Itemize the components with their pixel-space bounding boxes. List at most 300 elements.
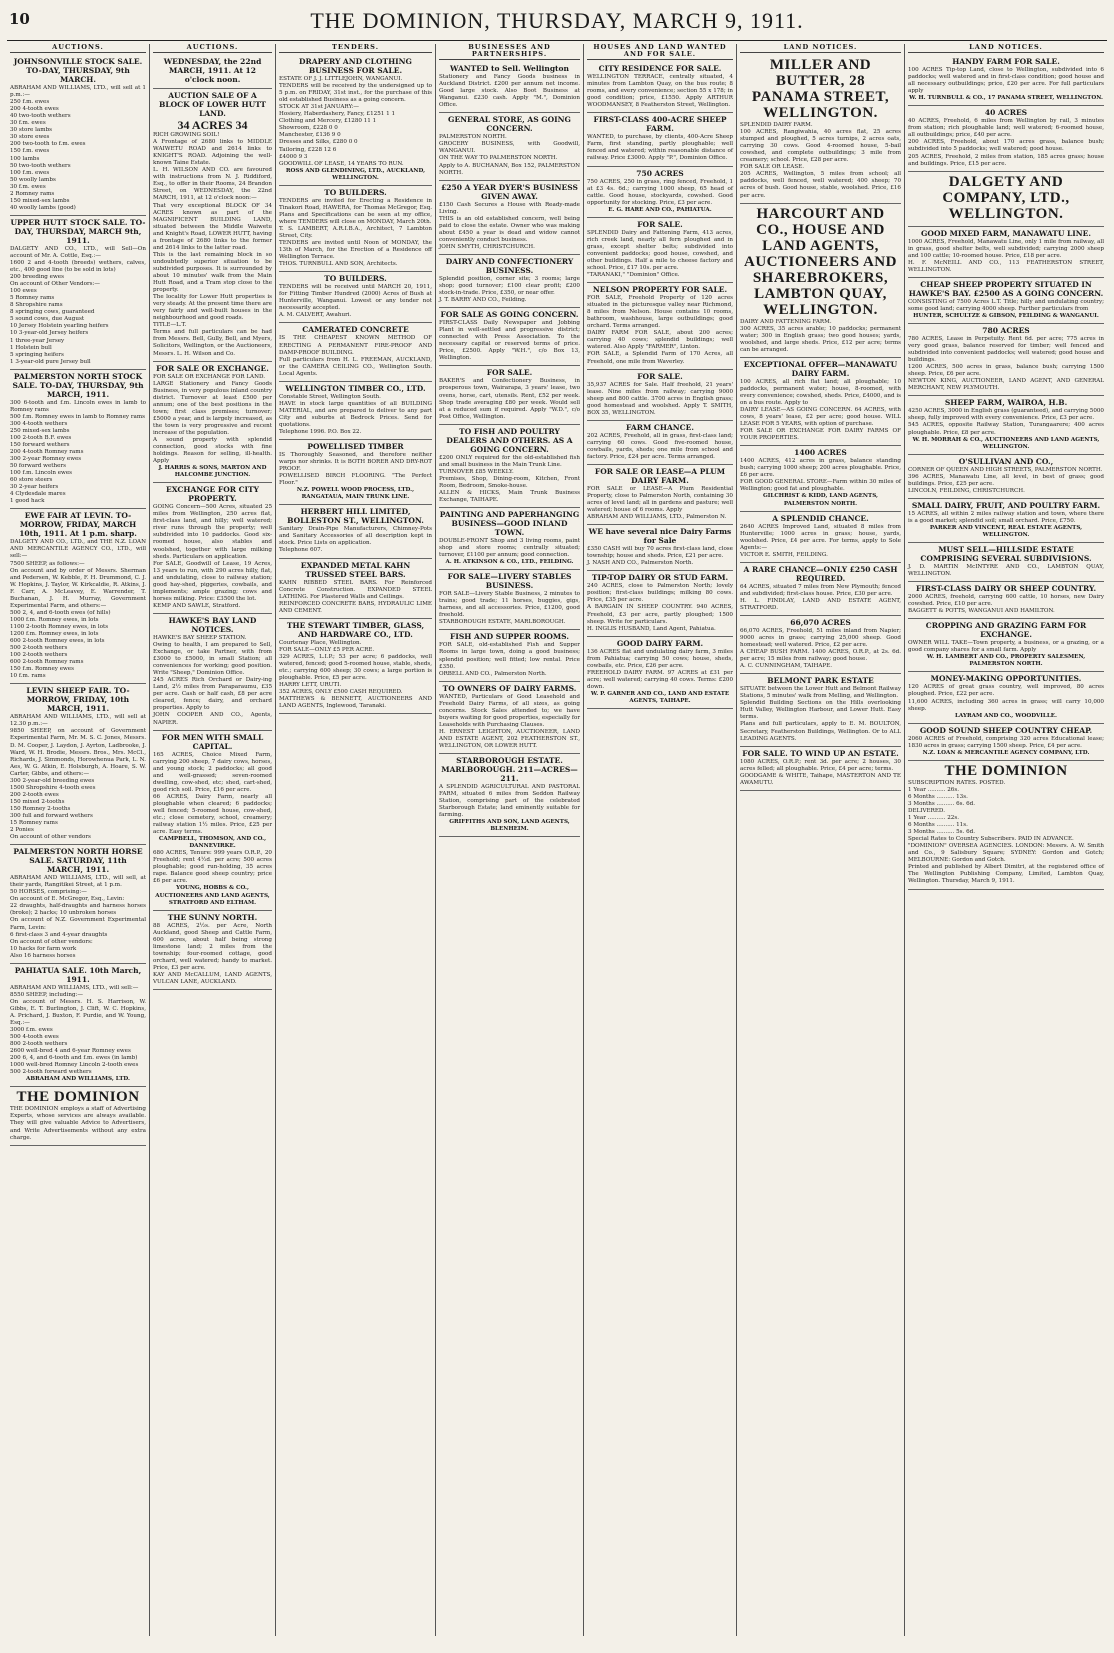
advertisement-text: Constable Street, Wellington South. — [279, 393, 381, 400]
advertisement-text: £150 Cash Secures a House with Ready-made Living. — [439, 201, 580, 215]
advertisement-text: 34 ACRES 34 — [177, 118, 248, 133]
advertisement-title: FOR SALE AS GOING CONCERN. — [440, 310, 579, 320]
advertisement-text: THE DOMINION employs a staff of Advertising Experts, whose services are always available. They will give valuable Advice to Advertisers, and Write Advertisements without any extra charge. — [10, 1106, 146, 1141]
advertisement-text: ABRAHAM AND WILLIAMS, LTD., will sell:— — [10, 984, 139, 991]
advertisement-text: 100 lambs — [10, 155, 40, 162]
advertisement-text: 30 f.m. ewes — [10, 183, 46, 190]
advertisement-text: 200 6, 4, and 6-tooth and f.m. ewes (in lamb) — [10, 1055, 138, 1062]
advertisement-block — [10, 684, 146, 845]
advertisement-text: 2 Romney rams — [10, 190, 55, 197]
advertisement-title: GOOD DAIRY FARM. — [616, 638, 704, 648]
advertisement-text: 30 store lambs — [10, 127, 53, 134]
advertisement-text: Apply to A. BUCHANAN, Box 152, PALMERSTON NORTH. — [439, 162, 580, 176]
advertisement-title: FOR SALE. — [637, 219, 683, 229]
advertisement-text: TURNOVER £85 WEEKLY. — [439, 468, 514, 475]
advertisement-block — [908, 543, 1104, 582]
advertisement-text: 50 woolly lambs — [10, 176, 56, 183]
advertisement-text: 100 f.m. Lincoln ewes — [10, 470, 73, 477]
advertisement-text: N.Z. LOAN & MERCANTILE AGENCY COMPANY, LTD. — [922, 749, 1090, 756]
advertisement-text: 7500 SHEEP, as follows:— — [10, 560, 85, 567]
advertisement-title: UPPER HUTT STOCK SALE. TO-DAY, THURSDAY, MARCH 9th, 1911. — [10, 217, 146, 245]
advertisement-title: WE have several nice Dairy Farms for Sale — [588, 527, 732, 546]
advertisement-text: TITLE—L.T. — [153, 322, 187, 329]
advertisement-text: £200 ONLY required for the old-established fish and small business in the Main Trunk Line. — [439, 454, 580, 468]
advertisement-text: DAIRY LEASE—AS GOING CONCERN. 64 ACRES, with cows, 8 years' lease, £2 per acre; good house. WILL LEASE FOR 5 YEARS, with option of purchase. — [740, 406, 901, 428]
advertisement-text: CONSISTING of 7500 Acres L.T. Title; hilly and undulating country; some good land; carrying 4000 sheep. Further particulars from — [908, 298, 1104, 312]
advertisement-text: 2600 well-bred 4 and 6-year Romney ewes — [10, 1048, 131, 1055]
advertisement-text: 4 Clydesdale mares — [10, 491, 66, 498]
advertisement-text: A. H. ATKINSON & CO., LTD., FEILDING. — [445, 559, 574, 566]
advertisement-text: J. HARRIS & SONS, MARTON AND HALCOMBE JUNCTION. — [158, 465, 267, 479]
advertisement-title: TIP-TOP DAIRY OR STUD FARM. — [591, 573, 729, 583]
advertisement-block — [908, 106, 1104, 171]
advertisement-text: KAY AND McCALLUM, LAND AGENTS, VULCAN LANE, AUCKLAND. — [153, 971, 272, 985]
advertisement-title: DRAPERY AND CLOTHING BUSINESS FOR SALE. — [299, 57, 412, 76]
masthead — [7, 6, 1107, 41]
advertisement-text: 66,070 ACRES, Freehold, 51 miles inland from Napier; 9000 acres in grass; carrying 25,000 sheep. Good homestead; well watered. Price, £2 per acre. — [740, 627, 901, 649]
advertisement-text: 2640 ACRES Improved Land, situated 8 miles from Hunterville; 1000 acres in grass; house, yards, woolshed. Price, £4 per acre. For terms, apply to Sole Agents:— — [740, 523, 901, 551]
advertisement-block — [908, 324, 1104, 396]
advertisement-text: TENDERS are invited until Noon of MONDAY, the 13th of March, for the Erection of a Residence off Wellington Terrace. — [279, 240, 432, 261]
advertisement-text: W. P. GARNER AND CO., LAND AND ESTATE AGENTS, TAIHAPE. — [590, 690, 730, 704]
advertisement-title: POWELLISED TIMBER — [307, 442, 404, 452]
newspaper-title: THE DOMINION, THURSDAY, MARCH 9, 1911. — [310, 8, 804, 33]
column-6 — [737, 44, 905, 1636]
advertisement-title: THE DOMINION — [16, 1089, 140, 1106]
advertisement-text: DALGETY AND CO., LTD., will Sell—On account of Mr. A. Cottle, Esq.:— — [10, 245, 146, 259]
advertisement-text: 300 2-year-old breeding ewes — [10, 777, 95, 784]
advertisement-text: W. H. LAMBERT AND CO., PROPERTY SALESMEN, PALMERSTON NORTH. — [926, 654, 1086, 668]
advertisement-text: 245 ACRES Rich Orchard or Dairy-ing Land, 2½ miles from Paraparaumu, £35 per acre. Cash or half cash, £8 per acre cleared, fence; dairy, and orchard properties. Apply to — [153, 677, 272, 712]
advertisement-text: 1000 well-bred Romney Lincoln 2-tooth ewes — [10, 1062, 139, 1069]
advertisement-text: 9850 SHEEP, on account of Government Experimental Farm, Mr. M. S. C. Jones, Messrs. D. M. Cooper, J. Laydon, J. Ayrton, Ladbrooke, J. Ward, W. H. Brodie, Messrs. Bros., Mrs. McCl., Richards, J. Simmonds, Horowhenua Park, L. N. Aes, W. G. Atkin, E. Holsburgh, A. Hoare, S. W. Carter, Gibbs, and others:— — [10, 728, 146, 777]
advertisement-text: 200 4-tooth ewes — [10, 106, 59, 113]
advertisement-text: A SPLENDID AGRICULTURAL AND PASTORAL FARM, situated 6 miles from Seddon Railway Station, comprising part of the celebrated Starborough Estate; land eminently suitable for farming. — [439, 784, 580, 819]
advertisement-text: 10 hacks for farm work — [10, 945, 77, 952]
advertisement-block — [153, 483, 272, 614]
advertisement-text: This is the last remaining block in so undoubtedly superior situation to be subdivided purposes. It is surrounded by about 10 minutes' walk from the Main Hutt Road, and a Tram stop close to the property. — [153, 251, 272, 294]
advertisement-text: 6 Months .......... 11s. — [908, 822, 968, 829]
advertisement-title: FOR SALE. — [637, 371, 683, 381]
advertisement-text: On account of other vendors: — [10, 938, 93, 945]
advertisement-text: For SALE, Goodwill of Lease, 19 Acres, 13 years to run, with 290 acres hilly, flat, and undulating, close to railway station; good hay-shed, piggeries, cowbails, and implements; ample grazing; cows and horses milking. Price: £3500 the lot. — [153, 560, 272, 602]
advertisement-text: IS Thoroughly Seasoned, and therefore neither warps nor shrinks. It is BOTH BORER AND DRY-ROT PROOF. — [279, 452, 432, 473]
advertisement-text: 3000 f.m. ewes — [10, 1027, 53, 1034]
advertisement-block — [908, 672, 1104, 723]
column-header: LAND NOTICES. — [908, 44, 1104, 53]
advertisement-title: £250 A YEAR DYER'S BUSINESS GIVEN AWAY. — [441, 182, 578, 201]
advertisement-block — [740, 747, 901, 791]
advertisement-text: 250 f.m. ewes — [10, 99, 50, 106]
advertisement-block — [908, 724, 1104, 761]
advertisement-block — [10, 509, 146, 684]
advertisement-block — [587, 113, 733, 166]
advertisement-text: Splendid position, corner site; 3 rooms; large shop; good turnover; £100 clear profit; £200 stock-in-trade. Price, £350, or near offer. — [439, 275, 580, 297]
advertisement-text: 150 mixed 2-tooths — [10, 798, 65, 805]
column-header: LAND NOTICES. — [740, 44, 901, 53]
advertisement-text: STARBOROUGH ESTATE, MARLBOROUGH. — [439, 619, 566, 626]
advertisement-text: THOS. TURNBULL AND SON, Architects. — [279, 261, 398, 268]
advertisement-text: 329 ACRES, L.I.P.; 53 per acre; 6 paddocks, well watered, fenced; good 5-roomed house, stable, sheds, etc.; carrying 600 sheep; 30 cows; a large portion is ploughable. Price, £5 per acre. — [279, 653, 432, 681]
advertisement-title: MUST SELL—HILLSIDE ESTATE COMPRISING SEVERAL SUBDIVISIONS. — [920, 545, 1092, 564]
advertisement-block — [439, 754, 580, 837]
advertisement-text: 300 ACRES, 35 acres arable; 10 paddocks; permanent water; 300 in English grass; two good houses; yards, woolshed, and large sheds. Price, £12 per acre; terms can be arranged. — [740, 325, 901, 353]
advertisement-title: MILLER AND BUTTER, 28 PANAMA STREET, WELLINGTON. — [751, 57, 890, 122]
advertisement-text: 165 ACRES, Choice Mixed Farm, carrying 200 sheep, 7 dairy cows, horses, and young stock; 2 paddocks; all good and well-grassed; seven-roomed dwelling, cow-shed, etc; shed, cart-shed, good rich soil. Price, £16 per acre. — [153, 751, 272, 793]
advertisement-title: WEDNESDAY, the 22nd MARCH, 1911. At 12 o'clock noon. — [163, 57, 262, 85]
advertisement-text: ABRAHAM AND WILLIAMS, LTD., will sell, at their yards, Rangitikei Street, at 1 p.m. — [10, 875, 146, 889]
advertisement-text: 50 HORSES, comprising:— — [10, 889, 87, 896]
advertisement-text: 136 ACRES flat and undulating dairy farm, 3 miles from Pahiatua; carrying 50 cows; house, sheds, cowbails, etc. Price, £26 per acre. — [587, 648, 733, 669]
advertisement-text: Sanitary Drain-Pipe Manufacturers, Chimney-Pots and Sanitary Accessories of all description kept in stock. Price Lists on application. — [279, 526, 432, 547]
advertisement-text: E. G. HARE AND CO., PAHIATUA. — [608, 206, 712, 213]
advertisement-text: J. D. MARTIN McINTYRE AND CO., LAMBTON QUAY, WELLINGTON. — [908, 564, 1104, 578]
advertisement-block — [279, 440, 432, 505]
advertisement-title: JOHNSONVILLE STOCK SALE. TO-DAY, THURSDAY, 9th MARCH. — [13, 57, 143, 85]
advertisement-block — [279, 55, 432, 186]
advertisement-title: HANDY FARM FOR SALE. — [952, 57, 1060, 67]
advertisement-block — [439, 113, 580, 180]
advertisement-text: Hosiery, Haberdashery, Fancy, £1251 1 1 — [279, 111, 395, 118]
advertisement-text: Dresses and Silks, £280 0 0 — [279, 139, 358, 146]
advertisement-text: 200 4-tooth Romney rams — [10, 449, 84, 456]
advertisement-block — [908, 55, 1104, 106]
advertisement-text: 300 6-tooth and f.m. Lincoln ewes in lamb to Romney rams — [10, 399, 146, 413]
advertisement-title: 40 ACRES — [984, 108, 1028, 118]
advertisement-text: FIRST-CLASS Daily Newspaper and Jobbing Plant in well-settled and progressive district; connected with Press Association. To the necessary capital or reserved terms of price. Price, £2500. Apply "W.H.", c/o Box 13, Wellington. — [439, 320, 580, 362]
advertisement-text: 545 ACRES, opposite Railway Station, Turangaarere; 400 acres ploughable. Price, £8 per acre. — [908, 422, 1104, 436]
advertisement-block — [908, 455, 1104, 499]
advertisement-text: 10 3-year-old Jersey heifers — [10, 330, 89, 337]
advertisement-block — [439, 630, 580, 681]
advertisement-text: KAHN RIBBED STEEL BARS. For Reinforced Concrete Construction. EXPANDED STEEL LATHING. For Plastered Walls and Ceilings. — [279, 579, 432, 600]
advertisement-text: 1000 f.m. Romney ewes, in lots — [10, 616, 99, 623]
advertisement-text: GROCERY BUSINESS, with Goodwill, WANGANUI. — [439, 141, 580, 155]
advertisement-title: DAIRY AND CONFECTIONERY BUSINESS. — [445, 256, 574, 275]
advertisement-title: PALMERSTON NORTH HORSE SALE. SATURDAY, 11th MARCH, 1911. — [13, 847, 143, 875]
advertisement-text: GILCHRIST & KIDD, LAND AGENTS, PALMERSTON NORTH. — [763, 493, 878, 507]
advertisement-block — [153, 614, 272, 731]
advertisement-title: 66,070 ACRES — [790, 617, 851, 627]
advertisement-title: LEVIN SHEEP FAIR. TO-MORROW, FRIDAY, 10th MARCH, 1911. — [26, 686, 130, 714]
advertisement-block — [908, 278, 1104, 324]
advertisement-text: ALLEN & HICKS, Main Trunk Business Exchange, TAIHAPE. — [439, 489, 580, 503]
advertisement-text: "DOMINION" OVERSEA AGENCIES. LONDON: Messrs. A. W. Smith and Co., 9 Salisbury Square; SYDNEY: Gordon and Gotch; MELBOURNE: Gordon and Gotch. — [908, 843, 1104, 864]
advertisement-text: JOHN SMYTH, CHRISTCHURCH. — [439, 243, 535, 250]
advertisement-block — [740, 358, 901, 446]
column-header: AUCTIONS. — [10, 44, 146, 53]
column-5 — [584, 44, 737, 1636]
advertisement-text: £350 CASH will buy 70 acres first-class land, close township; house and sheds. Price, £21 per acre. — [587, 546, 733, 560]
advertisement-text: 5 sound cows, due August — [10, 316, 85, 323]
advertisement-text: 200 2-tooth ewes — [10, 791, 59, 798]
column-1 — [7, 44, 150, 1636]
advertisement-text: FOR SALE, a Splendid Farm of 170 Acres, all Freehold, one mile from Waverley. — [587, 351, 733, 365]
advertisement-text: 1 Year .......... 22s. — [908, 815, 959, 822]
advertisement-text: A sound property with splendid connection, good stocks with fine holdings. Reason for selling, ill-health. Apply — [153, 436, 272, 465]
column-header: BUSINESSES AND PARTNERSHIPS. — [439, 44, 580, 60]
advertisement-text: 30 f.m. ewes — [10, 120, 46, 127]
advertisement-text: 500 2-tooth forward wethers — [10, 1069, 92, 1076]
advertisement-title: CITY RESIDENCE FOR SALE. — [598, 64, 722, 74]
advertisement-text: 205 ACRES, Freehold, 2 miles from station, 185 acres grass; house and buildings. Price, £15 per acre. — [908, 153, 1104, 167]
advertisement-text: On account and by order of Messrs. Sherman and Pedersen, W. Kebble, F. H. Drummond, C. J. W. Hopkins, J. Taylor, W. Kirkcaldie, R. Atkins, J. F. Carr, A. McLeavey, E. Warrender, T. Buchanan, J. H. Murray, Government Experimental Farm, and others:— — [10, 567, 146, 609]
advertisement-text: 30 2-year heifers — [10, 484, 59, 491]
advertisement-title: SHEEP FARM, WAIROA, H.B. — [944, 398, 1068, 408]
advertisement-block — [10, 370, 146, 510]
advertisement-title: STARBOROUGH ESTATE. MARLBOROUGH. 211—ACRES—211. — [441, 756, 578, 784]
advertisement-text: ON THE WAY TO PALMERSTON NORTH. — [439, 155, 558, 162]
page-number: 10 — [9, 10, 30, 28]
advertisement-text: ABRAHAM AND WILLIAMS, LTD., will sell at 1 p.m.:— — [10, 85, 146, 99]
advertisement-text: Courtenay Place, Wellington. — [279, 639, 362, 646]
advertisement-text: H. L. FINDLAY, LAND AND ESTATE AGENT, STRATFORD. — [740, 597, 901, 611]
advertisement-title: FIRST-CLASS 400-ACRE SHEEP FARM. — [593, 115, 727, 134]
advertisement-title: FOR MEN WITH SMALL CAPITAL. — [161, 732, 264, 751]
advertisement-text: 30 store ewes — [10, 134, 50, 141]
advertisement-text: 11,600 ACRES, including 360 acres in grass; will carry 10,000 sheep. — [908, 698, 1104, 712]
advertisement-text: SPLENDID DAIRY FARM. — [740, 122, 813, 129]
advertisement-text: H. ERNEST LEIGHTON, AUCTIONEER, LAND AND ESTATE AGENT, 202 FEATHERSTON ST., WELLINGTON, OR LOWER HUTT. — [439, 728, 580, 749]
advertisement-text: FOR SALE, old-established Fish and Supper Rooms in large town, doing a good business; splendid position; well fitted; low rental. Price £350. — [439, 642, 580, 670]
advertisement-block — [10, 845, 146, 964]
advertisement-text: 1200 ACRES, 500 acres in grass, balance bush; carrying 1500 sheep. Price, £6 per acre. — [908, 364, 1104, 378]
advertisement-text: That very exceptional BLOCK OF 34 ACRES known as part of the MAGNIFICENT BUILDING LAND, situated between the Middle Waiwetu and Knight's Road, LOWER HUTT, having a frontage of 2680 links to the former and 2614 links to the latter road. — [153, 202, 272, 251]
advertisement-text: 300 4-tooth wethers — [10, 420, 68, 427]
advertisement-block — [908, 619, 1104, 672]
advertisement-block — [153, 731, 272, 911]
advertisement-text: H. F. McNEILL AND CO., 113 FEATHERSTON STREET, WELLINGTON. — [908, 259, 1104, 273]
advertisement-text: 1 3-year-old pure Jersey bull — [10, 358, 91, 365]
advertisement-text: Clothing and Mercery, £1280 11 1 — [279, 118, 377, 125]
advertisement-block — [587, 465, 733, 525]
advertisement-text: LINCOLN, FEILDING, CHRISTCHURCH. — [908, 487, 1025, 494]
advertisement-text: 750 ACRES, 250 in grass, ring fenced, Freehold, 1 at £3 4s. 6d.; carrying 1000 sheep, 65 head of cattle. Good house, stockyards, cowshed. Good opportunity for stocking. Price, £3 per acre. — [587, 178, 733, 206]
advertisement-text: A Frontage of 2680 links to MIDDLE WAIWETU ROAD and 2614 links to KNIGHT'S ROAD. Adjoining the well-known Taine Estate. — [153, 139, 272, 167]
advertisement-text: 205 ACRES, Wellington, 5 miles from school; all paddocks, well fenced, well watered; 400 sheep; 70 acres of bush. Good house, stable, woolshed. Price, £16 per acre. — [740, 171, 901, 199]
advertisement-text: HAWKE'S BAY SHEEP STATION. — [153, 634, 247, 641]
column-2 — [150, 44, 276, 1636]
advertisement-block — [587, 283, 733, 369]
advertisement-block — [740, 55, 901, 204]
advertisement-text: ABRAHAM AND WILLIAMS, LTD. — [26, 1076, 130, 1083]
advertisement-text: 64 ACRES, situated 7 miles from New Plymouth; fenced and subdivided; first-class house. Price, £30 per acre. — [740, 583, 901, 597]
advertisement-block — [153, 55, 272, 89]
advertisement-title: TO BUILDERS. — [324, 274, 387, 284]
advertisement-title: EWE FAIR AT LEVIN. TO-MORROW, FRIDAY, MARCH 10th, 1911. At 1 p.m. sharp. — [19, 511, 137, 539]
advertisement-text: A. M. CALVERT, Awahuri. — [279, 312, 352, 319]
advertisement-text: 200 two-tooth to f.m. ewes — [10, 141, 86, 148]
advertisement-text: 2000 ACRES, freehold, carrying 600 cattle, 10 horses, new Dairy cowshed. Price, £10 per acre. — [908, 594, 1104, 608]
advertisement-block — [587, 167, 733, 218]
advertisement-title: TO BUILDERS. — [324, 187, 387, 197]
advertisement-title: FOR SALE. TO WIND UP AN ESTATE. — [742, 748, 899, 758]
advertisement-block — [439, 308, 580, 366]
advertisement-text: Telephone 607. — [279, 547, 323, 554]
advertisement-block — [908, 499, 1104, 543]
advertisement-text: 500 2-tooth wethers — [10, 645, 68, 652]
advertisement-text: PARKER AND VINCENT, REAL ESTATE AGENTS, WELLINGTON. — [929, 524, 1083, 538]
advertisement-block — [279, 619, 432, 714]
advertisement-text: 66 ACRES, Dairy Farm, nearly all ploughable when cleared; 6 paddocks; well fenced; 5-roomed house, cow-shed, etc.; close cemetery, school, creamery; railway station 1½ miles. Price, £25 per acre. Easy terms. — [153, 793, 272, 836]
advertisement-text: On account of Messrs. H. S. Harrison, W. Gibbs, E. T. Burlington, J. Clift, W. C. Hopkins, A. Prichard, J. Buxton, F. Purdie, and W. Young, Esq.:— — [10, 998, 146, 1026]
advertisement-text: 300 2-year Romney ewes — [10, 456, 82, 463]
advertisement-block — [10, 964, 146, 1088]
advertisement-block — [153, 362, 272, 484]
advertisement-text: 2060 ACRES of Freehold, comprising 320 acres Educational lease; 1830 acres in grass; carrying 1500 sheep. Price, £4 per acre. — [908, 735, 1104, 749]
advertisement-block — [740, 512, 901, 563]
advertisement-title: HARCOURT AND CO., HOUSE AND LAND AGENTS, AUCTIONEERS AND SHAREBROKERS, LAMBTON QUAY, WELLINGTON. — [744, 205, 897, 318]
column-header: HOUSES AND LAND WANTED AND FOR SALE. — [587, 44, 733, 60]
advertisement-text: 150 mixed-sex lambs — [10, 197, 70, 204]
column-container — [7, 44, 1107, 1636]
advertisement-text: SUBSCRIPTION RATES. POSTED. — [908, 779, 1006, 786]
advertisement-text: VICTOR E. SMITH, FEILDING. — [740, 551, 828, 558]
advertisement-text: JOHN COOPER AND CO., Agents, NAPIER. — [153, 712, 272, 726]
advertisement-text: Showroom, £228 0 0 — [279, 125, 338, 132]
advertisement-block — [10, 55, 146, 216]
advertisement-title: GENERAL STORE, AS GOING CONCERN. — [448, 115, 571, 134]
advertisement-text: On account of N.Z. Government Experimental Farm, Levin: — [10, 917, 146, 931]
advertisement-text: T. S. LAMBERT, A.R.I.B.A., Architect, 7 Lambton Street, City. — [279, 225, 432, 239]
advertisement-text: 300 full and forward wethers — [10, 812, 93, 819]
advertisement-text: 40 woolly lambs (good) — [10, 204, 76, 211]
advertisement-block — [279, 272, 432, 323]
advertisement-title: FOR SALE OR LEASE—A PLUM DAIRY FARM. — [594, 466, 726, 485]
advertisement-text: DAIRY FARM FOR SALE, about 200 acres; carrying 40 cows; splendid buildings; well watered. Also Apply "FARMER", Linton. — [587, 330, 733, 351]
advertisement-text: FOR GOOD GENERAL STORE—Farm within 30 miles of Wellington; good fat and ploughable. — [740, 479, 901, 493]
advertisement-block — [908, 582, 1104, 619]
advertisement-text: 680 ACRES, Tenure: 999 years O.R.P., 20 Freehold; rent 4½d. per acre; 500 acres ploughable; good run-holding, 35 acres rape. Balance good sheep country; price £6 per acre. — [153, 850, 272, 885]
column-header: AUCTIONS. — [153, 44, 272, 53]
advertisement-block — [908, 761, 1104, 890]
advertisement-block — [587, 571, 733, 636]
advertisement-text: 1200 f.m. Romney ewes, in lots — [10, 631, 99, 637]
advertisement-text: 100 2-tooth B.F. ewes — [10, 434, 72, 441]
advertisement-title: TO OWNERS OF DAIRY FARMS. — [442, 683, 577, 693]
advertisement-text: SPLENDID Dairy and Fattening Farm, 413 acres, rich creek land, nearly all fern ploughed and in grass, except shelter belts; subdivided into convenient paddocks; good house, cowshed, and other buildings. Half a mile to cheese factory and school. Price, £17 10s. per acre. — [587, 229, 733, 271]
advertisement-title: PALMERSTON NORTH STOCK SALE. TO-DAY, THURSDAY, 9th MARCH, 1911. — [12, 371, 144, 399]
advertisement-text: 5 springing heifers — [10, 351, 64, 358]
advertisement-text: GOODWILL OF LEASE, 14 YEARS TO RUN. — [279, 160, 404, 167]
advertisement-text: ABRAHAM AND WILLIAMS, LTD., Palmerston N. — [587, 514, 727, 521]
advertisement-text: 5 Romney rams — [10, 295, 55, 302]
advertisement-text: 100 ewes — [10, 288, 37, 295]
advertisement-title: EXCHANGE FOR CITY PROPERTY. — [166, 485, 259, 504]
newspaper-page — [7, 6, 1107, 1636]
advertisement-text: WELLINGTON TERRACE, centrally situated, 4 minutes from Lambton Quay, on the bus route; 8 rooms, and every convenience; section 55 x 178; in good condition; price, £1550. Apply ARTHUR WOODMANSEY, 8 Featherston Street, Wellington. — [587, 74, 733, 109]
advertisement-text: 150 f.m. Romney ewes — [10, 666, 74, 673]
advertisement-title: WELLINGTON TIMBER CO., LTD. — [285, 383, 426, 393]
advertisement-text: N.Z. POWELL WOOD PROCESS, LTD., RANGATAUA, MAIN TRUNK LINE. — [296, 487, 415, 501]
advertisement-text: W. H. TURNBULL & CO., 17 PANAMA STREET, WELLINGTON. — [909, 95, 1103, 102]
advertisement-title: MONEY-MAKING OPPORTUNITIES. — [930, 674, 1082, 684]
advertisement-text: 150 f.m. ewes — [10, 148, 50, 155]
advertisement-text: A BARGAIN IN SHEEP COUNTRY. 940 ACRES, Freehold, £3 per acre, partly ploughed; 1500 sheep. Write for particulars. — [587, 604, 733, 625]
advertisement-block — [439, 366, 580, 424]
advertisement-text: 600 2-tooth Romney rams — [10, 659, 84, 666]
advertisement-title: FARM CHANCE. — [626, 422, 694, 432]
advertisement-title: PAINTING AND PAPERHANGING BUSINESS—GOOD INLAND TOWN. — [439, 510, 580, 538]
column-7 — [905, 44, 1107, 1636]
advertisement-text: GOING Concern—500 Acres, situated 25 miles from Wellington, 250 acres flat, first-class land, and hilly; well watered; river runs through the property; well subdivided into 10 paddocks. Good six-roomed house, also stables and woolshed, together with large milking sheds. Particulars on application. — [153, 504, 272, 560]
advertisement-text: 200 ACRES, Freehold, about 170 acres grass, balance bush; subdivided into 5 paddocks; well watered; good house. — [908, 139, 1104, 153]
advertisement-text: 2 Ponies — [10, 827, 34, 834]
advertisement-block — [439, 425, 580, 508]
advertisement-text: TENDERS will be received by the undersigned up to 5 p.m. on FRIDAY, 31st inst., for the purchase of this old established Business as a going concern. — [279, 83, 432, 104]
advertisement-text: J. T. BARRY AND CO., Feilding. — [439, 297, 527, 304]
advertisement-text: GOODGAME & WHITE, Taihape, MASTERTON AND TE AWAMUTU. — [740, 772, 901, 786]
advertisement-block — [153, 911, 272, 990]
column-4 — [436, 44, 584, 1636]
advertisement-block — [740, 563, 901, 616]
advertisement-text: STOCK AT 31st JANUARY:— — [279, 104, 359, 111]
advertisement-text: Special Rates to Country Subscribers. PAID IN ADVANCE. — [908, 836, 1074, 843]
advertisement-text: 100 2-tooth wethers — [10, 652, 68, 659]
advertisement-block — [740, 616, 901, 674]
advertisement-text: BAGGETT & POTTS, WANGANUI AND HAMILTON. — [908, 608, 1055, 615]
advertisement-title: DALGETY AND COMPANY, LTD., WELLINGTON. — [942, 173, 1070, 222]
advertisement-title: NELSON PROPERTY FOR SALE. — [592, 285, 728, 295]
advertisement-block — [439, 508, 580, 570]
advertisement-text: 22 draughts, half-draughts and harness horses (broke); 2 hacks; 10 unbroken horses — [10, 903, 146, 917]
column-3 — [276, 44, 436, 1636]
advertisement-block — [740, 446, 901, 511]
advertisement-text: WANTED, Particulars of Good Leasehold and Freehold Dairy Farms, of all sizes, as going concerns. Stock Sales attended to; we have buyers waiting for good properties, especially for Leaseholds with Purchasing Clauses. — [439, 693, 580, 728]
advertisement-title: O'SULLIVAN AND CO., — [958, 456, 1054, 466]
advertisement-text: FOR SALE OR EXCHANGE FOR DAIRY FARMS OF YOUR PROPERTIES. — [740, 428, 901, 442]
advertisement-text: 250 mixed-sex lambs — [10, 427, 70, 434]
advertisement-title: THE DOMINION — [944, 762, 1068, 779]
advertisement-text: CAMPBELL, THOMSON, AND CO., DANNEVIRKE. — [158, 836, 267, 850]
advertisement-text: On account of E. McGregor, Esq., Levin: — [10, 896, 125, 903]
advertisement-text: TENDERS will be received until MARCH 20, 1911, for Fitting Timber Hundred (2000) Acres of Bush at Hunterville, Wanganui. Lowest or any tender not necessarily accepted. — [279, 284, 432, 312]
advertisement-text: 15 Romney rams — [10, 820, 58, 827]
advertisement-text: 8 Shropshire rams — [10, 302, 63, 309]
advertisement-text: REINFORCED CONCRETE BARS, HYDRAULIC LIME AND CEMENT. — [279, 600, 432, 614]
advertisement-text: 40 ACRES, Freehold, 6 miles from Wellington by rail, 3 minutes from station; rich ploughable land; well watered; 6-roomed house, all outbuildings; price, £40 per acre. — [908, 118, 1104, 139]
advertisement-text: 240 ACRES, close to Palmerston North; lovely position; first-class buildings; milking 80 cows. Price, £35 per acre. — [587, 583, 733, 604]
advertisement-text: 100 ACRES Tip-top Land, close to Wellington, subdivided into 6 paddocks; well watered and in first-class condition; good house and all necessary outbuildings; price, £20 per acre. For full particulars apply — [908, 67, 1104, 95]
advertisement-title: FIRST-CLASS DAIRY OR SHEEP COUNTRY. — [915, 584, 1097, 594]
advertisement-text: LARGE Stationery and Fancy Goods Business, in very populous inland country district. Turnover at least £500 per annum; one of the best positions in the town; first class premises; turnover; £5000 a year, and is largely increased, as the town is very progressive and recent increase of the population. — [153, 380, 272, 436]
column-header: TENDERS. — [279, 44, 432, 53]
advertisement-block — [153, 89, 272, 362]
advertisement-text: 40 two-tooth wethers — [10, 113, 71, 120]
advertisement-text: 50 forward wethers — [10, 463, 66, 470]
advertisement-text: CORNER OF QUEEN AND HIGH STREETS, PALMERSTON NORTH. — [908, 466, 1103, 473]
advertisement-title: A SPLENDID CHANCE. — [772, 513, 869, 523]
advertisement-text: 1 Holstein bull — [10, 344, 52, 351]
advertisement-text: A CHEAP BUSH FARM. 1400 ACRES, O.R.P., at 2s. 6d. per acre; 15 miles from railway; good house. — [740, 649, 901, 663]
advertisement-title: AUCTION SALE OF A BLOCK OF LOWER HUTT LAND. — [158, 91, 267, 119]
advertisement-block — [587, 62, 733, 113]
advertisement-text: FREEHOLD DAIRY FARM. 97 ACRES at £31 per acre; well watered; carrying 40 cows. Terms: £200 down. — [587, 669, 733, 690]
advertisement-text: On account of Other Vendors:— — [10, 281, 100, 288]
advertisement-text: 100 ACRES, Rangiwahia, 40 acres flat, 25 acres stumped and ploughed, 5 acres turnips, 2 acres oats, carrying 30 cows. Good 4-roomed house, 5-bail cowshed, and complete outbuildings; 3 mile from creamery; school. Price, £28 per acre. — [740, 129, 901, 164]
advertisement-block — [908, 227, 1104, 278]
advertisement-text: 88 ACRES, 2½s. per Acre, North Auckland, good Sheep and Cattle Farm, 600 acres, about half being strong limestone land; 2 miles from the township; four-roomed cottage, good orchard, well watered; handy to market. Price, £3 per acre. — [153, 922, 272, 971]
advertisement-text: IS THE CHEAPEST KNOWN METHOD OF ERECTING A PERMANENT FIRE-PROOF AND DAMP-PROOF BUILDING. — [279, 335, 432, 356]
advertisement-text: Stationery and Fancy Goods business in Auckland District. £200 per annum net income. Good large stock. Also Boot Business at Wanganui. £230 cash. Apply "M.", Dominion Office. — [439, 74, 580, 109]
advertisement-text: 600 2-tooth Romney ewes, in lots — [10, 638, 105, 645]
advertisement-text: DELIVERED. — [908, 808, 945, 814]
advertisement-text: W. H. MORRAH & CO., AUCTIONEERS AND LAND AGENTS, WELLINGTON. — [912, 436, 1100, 450]
advertisement-text: HAVE in stock large quantities of all BUILDING MATERIAL, and are prepared to deliver to any part City and suburbs at Bedrock Prices. Send for quotations. — [279, 400, 432, 428]
advertisement-block — [439, 682, 580, 754]
advertisement-title: GOOD SOUND SHEEP COUNTRY CHEAP. — [919, 725, 1093, 735]
advertisement-text: 780 ACRES, Lease in Perpetuity. Rent 6d. per acre; 775 acres in very good grass, balance reserved for timber; well fenced and subdivided into convenient paddocks; well watered; good house and buildings. — [908, 335, 1104, 364]
